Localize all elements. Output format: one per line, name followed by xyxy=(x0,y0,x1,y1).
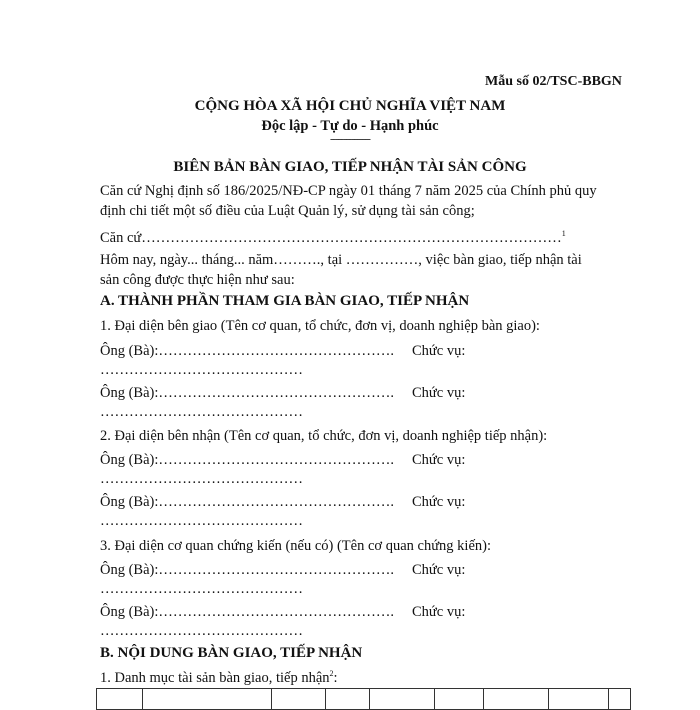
table-row xyxy=(97,689,631,710)
group-2-row-2-position: Chức vụ: xyxy=(412,494,466,510)
section-a-heading: A. THÀNH PHẦN THAM GIA BÀN GIAO, TIẾP NHẬN xyxy=(100,293,470,309)
table-cell xyxy=(434,689,483,710)
legal-basis-line-3 xyxy=(100,229,566,247)
group-3-row-1-cont: …………………………………… xyxy=(100,581,303,597)
table-cell xyxy=(142,689,271,710)
group-2-row-1-cont: …………………………………… xyxy=(100,471,303,487)
group-1-row-1-cont: …………………………………… xyxy=(100,362,303,378)
group-2-row-1-position: Chức vụ: xyxy=(412,452,466,468)
document-title: BIÊN BẢN BÀN GIAO, TIẾP NHẬN TÀI SẢN CÔNG xyxy=(173,159,527,175)
table-cell xyxy=(326,689,370,710)
group-3-row-1-name: Ông (Bà):…………………………………………. xyxy=(100,562,395,578)
legal-basis-line-1: Căn cứ Nghị định số 186/2025/NĐ-CP ngày 01 tháng 7 năm 2025 của Chính phủ quy xyxy=(100,183,597,199)
item-1-colon: : xyxy=(333,669,338,686)
asset-table xyxy=(96,688,631,710)
group-3-row-1-position: Chức vụ: xyxy=(412,562,466,578)
footnote-marker-1: 1 xyxy=(561,229,566,238)
group-2-row-2-cont: …………………………………… xyxy=(100,513,303,529)
intro-line-2: sản công được thực hiện như sau: xyxy=(100,272,295,288)
national-title: CỘNG HÒA XÃ HỘI CHỦ NGHĨA VIỆT NAM xyxy=(194,98,506,114)
legal-basis-line-2: định chi tiết một số điều của Luật Quản lý, sử dụng tài sản công; xyxy=(100,203,475,219)
table-cell xyxy=(608,689,630,710)
section-b-heading: B. NỘI DUNG BÀN GIAO, TIẾP NHẬN xyxy=(100,645,363,661)
group-1-row-1-name: Ông (Bà):…………………………………………. xyxy=(100,343,395,359)
group-1-row-2-cont: …………………………………… xyxy=(100,404,303,420)
table-cell xyxy=(548,689,608,710)
group-2-label: 2. Đại diện bên nhận (Tên cơ quan, tổ chức, đơn vị, doanh nghiệp tiếp nhận): xyxy=(100,428,548,444)
table-cell xyxy=(483,689,548,710)
item-1-text: 1. Danh mục tài sản bàn giao, tiếp nhận xyxy=(100,669,330,686)
legal-basis-text: Căn cứ…………………………………………………………………………… xyxy=(100,229,562,246)
group-1-row-2-position: Chức vụ: xyxy=(412,385,466,401)
group-1-label: 1. Đại diện bên giao (Tên cơ quan, tổ chức, đơn vị, doanh nghiệp bàn giao): xyxy=(100,318,540,334)
footnote-marker-2: 2 xyxy=(329,669,334,678)
group-2-row-1-name: Ông (Bà):…………………………………………. xyxy=(100,452,395,468)
group-2-row-2-name: Ông (Bà):…………………………………………. xyxy=(100,494,395,510)
group-3-row-2-name: Ông (Bà):…………………………………………. xyxy=(100,604,395,620)
form-code: Mẫu số 02/TSC-BBGN xyxy=(485,74,622,89)
table-cell xyxy=(369,689,434,710)
table-cell xyxy=(97,689,143,710)
motto-rule: --------------- xyxy=(330,133,370,145)
intro-line-1: Hôm nay, ngày... tháng... năm………., tại ……………, việc bàn giao, tiếp nhận tài xyxy=(100,252,582,268)
group-3-label: 3. Đại diện cơ quan chứng kiến (nếu có) (Tên cơ quan chứng kiến): xyxy=(100,538,492,554)
group-1-row-2-name: Ông (Bà):…………………………………………. xyxy=(100,385,395,401)
section-b-item-1 xyxy=(100,669,338,687)
group-1-row-1-position: Chức vụ: xyxy=(412,343,466,359)
group-3-row-2-cont: …………………………………… xyxy=(100,623,303,639)
group-3-row-2-position: Chức vụ: xyxy=(412,604,466,620)
table-cell xyxy=(271,689,325,710)
motto: Độc lập - Tự do - Hạnh phúc xyxy=(261,118,439,134)
